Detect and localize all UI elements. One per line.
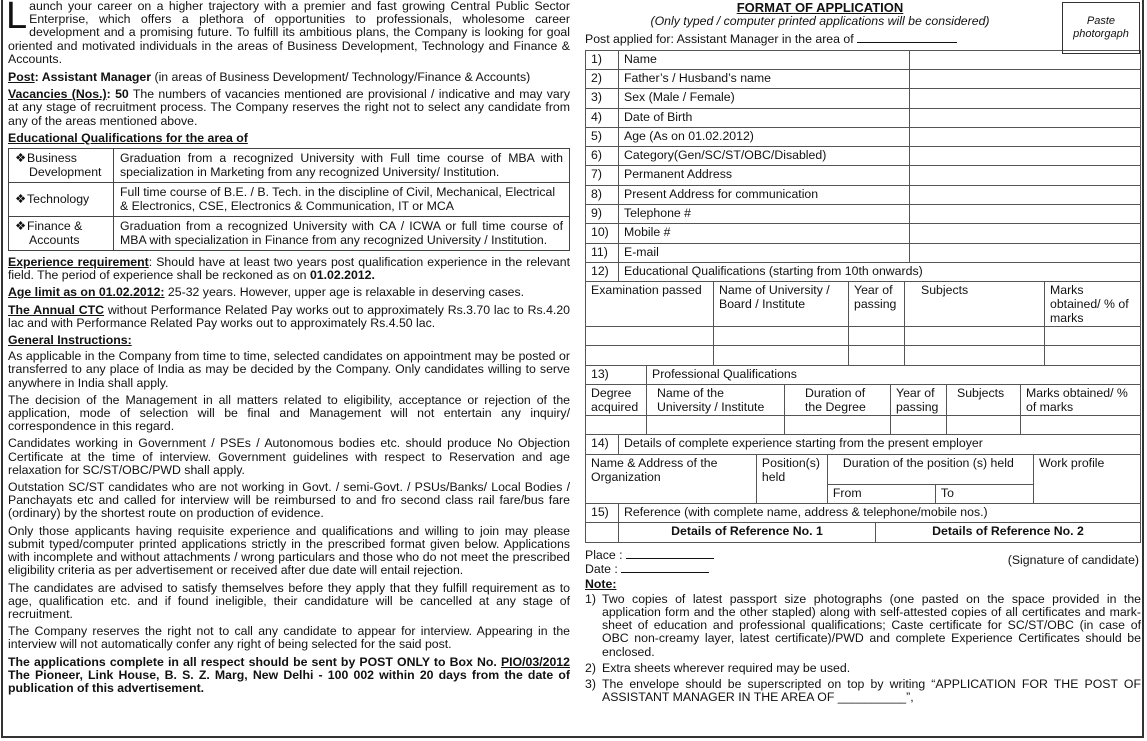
mobile-field[interactable] [910,224,1141,243]
notes-list [585,593,1141,705]
place-field[interactable] [626,548,714,559]
telephone-field[interactable] [910,204,1141,223]
form-row: 3) Sex (Male / Female) [586,89,1141,108]
form-row: 4) Date of Birth [586,108,1141,127]
requirement-cell: Graduation from a recognized University with CA / ICWA or full time course of MBA with specialization in Finance from any recognized University / Institution. [114,217,570,251]
note-heading: Note: [585,576,617,591]
age-limit-paragraph: Age limit as on 01.02.2012: 25-32 years. However, upper age is relaxable in deserving cases. [8,285,525,300]
list-item: 2) Extra sheets wherever required may be used. [585,660,851,675]
father-husband-name-field[interactable] [910,69,1141,88]
age-field[interactable] [910,127,1141,146]
date-of-birth-field[interactable] [910,108,1141,127]
form-row: 15) Reference (with complete name, address & telephone/mobile nos.) [586,503,1141,522]
vacancies-paragraph: Vacancies (Nos.): 50 The numbers of vacancies mentioned are provisional / indicative and may vary at any stage of recruitment process. The Company reserves the right not to select any candidate from any of the areas mentioned above. [8,87,570,128]
signature-label: (Signature of candidate) [1007,552,1139,567]
to-field[interactable]: To [935,484,1033,503]
form-row: 11) E-mail [586,243,1141,262]
reference-1-field[interactable]: Details of Reference No. 1 [619,523,876,542]
experience-paragraph: Experience requirement: Should have at least two years post qualification experience in the relevant field. The period of experience shall be reckoned as on 01.02.2012. [8,255,570,283]
table-row [9,183,570,217]
table-header-row: Name & Address of the Organization Position(s) held Duration of the position (s) held Work profile [586,454,1141,484]
form-row: 10) Mobile # [586,224,1141,243]
email-field[interactable] [910,243,1141,262]
permanent-address-field[interactable] [910,166,1141,185]
submission-address: The applications complete in all respect should be sent by POST ONLY to Box No. PIO/03/2012 The Pioneer, Link House, B. S. Z. Marg, New Delhi - 100 002 within 20 days from the date of publication of this advertisement. [8,654,570,695]
from-field[interactable]: From [827,484,935,503]
form-row: 7) Permanent Address [586,166,1141,185]
table-row [586,416,1141,435]
diamond-bullet-icon: ❖ [15,151,27,166]
diamond-bullet-icon: ❖ [15,191,27,206]
area-cell: ❖Business Development [9,149,114,183]
place-line: Place : [585,548,714,562]
category-field[interactable] [910,147,1141,166]
application-form [585,0,1141,707]
requirement-cell: Graduation from a recognized University with Full time course of MBA with specialization in Marketing from any recognized University/ Institution. [114,149,570,183]
post-line: Post: Assistant Manager (in areas of Business Development/ Technology/Finance & Accounts) [8,70,531,85]
list-item: 3) The envelope should be superscripted on top by writing “APPLICATION FOR THE POST OF ASSISTANT MANAGER IN THE AREA OF __________”, [585,676,1141,705]
instruction-paragraph: As applicable in the Company from time to time, selected candidates on appointment may be posted or transferred to any place of India as may be decided by the Company. Only candidates willing to serve anywhere in India shall apply. [8,349,570,390]
educational-qualifications-table [585,281,1141,366]
reference-2-field[interactable]: Details of Reference No. 2 [876,523,1141,542]
signature-block [585,548,1141,578]
instruction-paragraph: Outstation SC/ST candidates who are not working in Govt. / semi-Govt. / PSUs/Banks/ Local Bodies / Panchayats etc and called for interview will be reimbursed to and fro second class rail fare/bus fare (ordinary) by the shortest route on production of evidence. [8,480,570,521]
general-instructions-heading: General Instructions: [8,333,132,348]
area-cell: ❖Technology [9,183,114,217]
instruction-paragraph: The decision of the Management in all matters related to eligibility, acceptance or rejection of the application, mode of selection will be final and Management will not entertain any inquiry/ correspondence in this regard. [8,392,570,434]
form-row: 6) Category(Gen/SC/ST/OBC/Disabled) [586,147,1141,166]
reference-table [585,503,1141,543]
box-number: PIO/03/2012 [500,654,570,669]
qualifications-table [8,148,570,251]
instruction-paragraph: The Company reserves the right not to call any candidate to appear for interview. Appearing in the interview will not automatically confer any right of being selected for the said post. [8,624,570,652]
form-subtitle: (Only typed / computer printed applications will be considered) [650,14,990,29]
photo-box[interactable]: Paste photorgaph [1062,2,1140,54]
table-header-row: Degree acquired Name of the University / Institute Duration of the Degree Year of passing Subjects Marks obtained/ % of marks [586,385,1141,416]
table-header-row: Examination passed Name of University / Board / Institute Year of passing Subjects Marks obtained/ % of marks [586,282,1141,327]
sex-field[interactable] [910,89,1141,108]
post-applied-line: Post applied for: Assistant Manager in the area of [585,32,1141,46]
intro-paragraph: Launch your career on a higher trajectory with a premier and fast growing Central Public Sector Enterprise, which offers a plethora of opportunities to professionals, wholesome career development and a promising future. To fulfill its ambitious plans, the Company is looking for goal oriented and motivated individuals in the areas of Business Development, Technology and Finance & Accounts. [6,0,570,66]
experience-table [585,434,1141,504]
instruction-paragraph: Only those applicants having requisite experience and qualifications and willing to join may please submit typed/computer printed applications strictly in the prescribed format given below. Applications with incomplete and without attachments / wrong particulars and those who do not meet the prescribed eligibility criteria as per advertisement or received after due date will entail rejection. [8,523,570,578]
table-header-row [586,523,1141,542]
form-row: 5) Age (As on 01.02.2012) [586,127,1141,146]
form-row: 12) Educational Qualifications (starting from 10th onwards) [586,262,1141,281]
diamond-bullet-icon: ❖ [15,219,27,234]
list-item: 1) Two copies of latest passport size photographs (one pasted on the space provided in the application form and the other stapled) along with self-attested copies of all certificates and mark-sheet of education and professional qualifications; Caste certificate for SC/ST/OBC (in case of OBC non-creamy layer, latest certificate)/PWD and complete Experience Certificates should be enclosed. [585,591,1141,659]
area-cell: ❖Finance & Accounts [9,217,114,251]
advertisement-column [8,0,570,699]
form-title: FORMAT OF APPLICATION [736,0,904,15]
table-row [9,217,570,251]
form-row: 14) Details of complete experience starting from the present employer [586,435,1141,454]
professional-qualifications-table [585,365,1141,436]
drop-cap: L [6,0,28,37]
form-row: 8) Present Address for communication [586,185,1141,204]
form-row: 9) Telephone # [586,204,1141,223]
instruction-paragraph: Candidates working in Government / PSEs / Autonomous bodies etc. should produce No Objection Certificate at the time of interview. Government guidelines with respect to Reservation and age relaxation for SC/ST/OBC/PWD shall apply. [8,436,570,477]
form-row: 2) Father’s / Husband’s name [586,69,1141,88]
area-blank-field[interactable] [857,32,957,43]
date-line: Date : [585,562,709,576]
personal-details-table [585,50,1141,283]
instruction-paragraph: The candidates are advised to satisfy themselves before they apply that they fulfill requirement as to age, qualification etc. and if found ineligible, their candidature will be cancelled at any stage of recruitment. [8,580,570,621]
ctc-paragraph: The Annual CTC without Performance Related Pay works out to approximately Rs.3.70 lac to Rs.4.20 lac and with Performance Related Pay works out to approximately Rs.4.50 lac. [8,302,570,330]
date-field[interactable] [621,562,709,573]
present-address-field[interactable] [910,185,1141,204]
table-row [586,346,1141,365]
table-row [586,327,1141,346]
table-row [9,149,570,183]
form-row: 1) Name [586,50,1141,69]
qualifications-heading: Educational Qualifications for the area of [8,130,248,145]
requirement-cell: Full time course of B.E. / B. Tech. in the discipline of Civil, Mechanical, Electrical & Electronics, CSE, Electronics & Communication, IT or MCA [114,183,570,217]
form-row: 13) Professional Qualifications [586,365,1141,384]
